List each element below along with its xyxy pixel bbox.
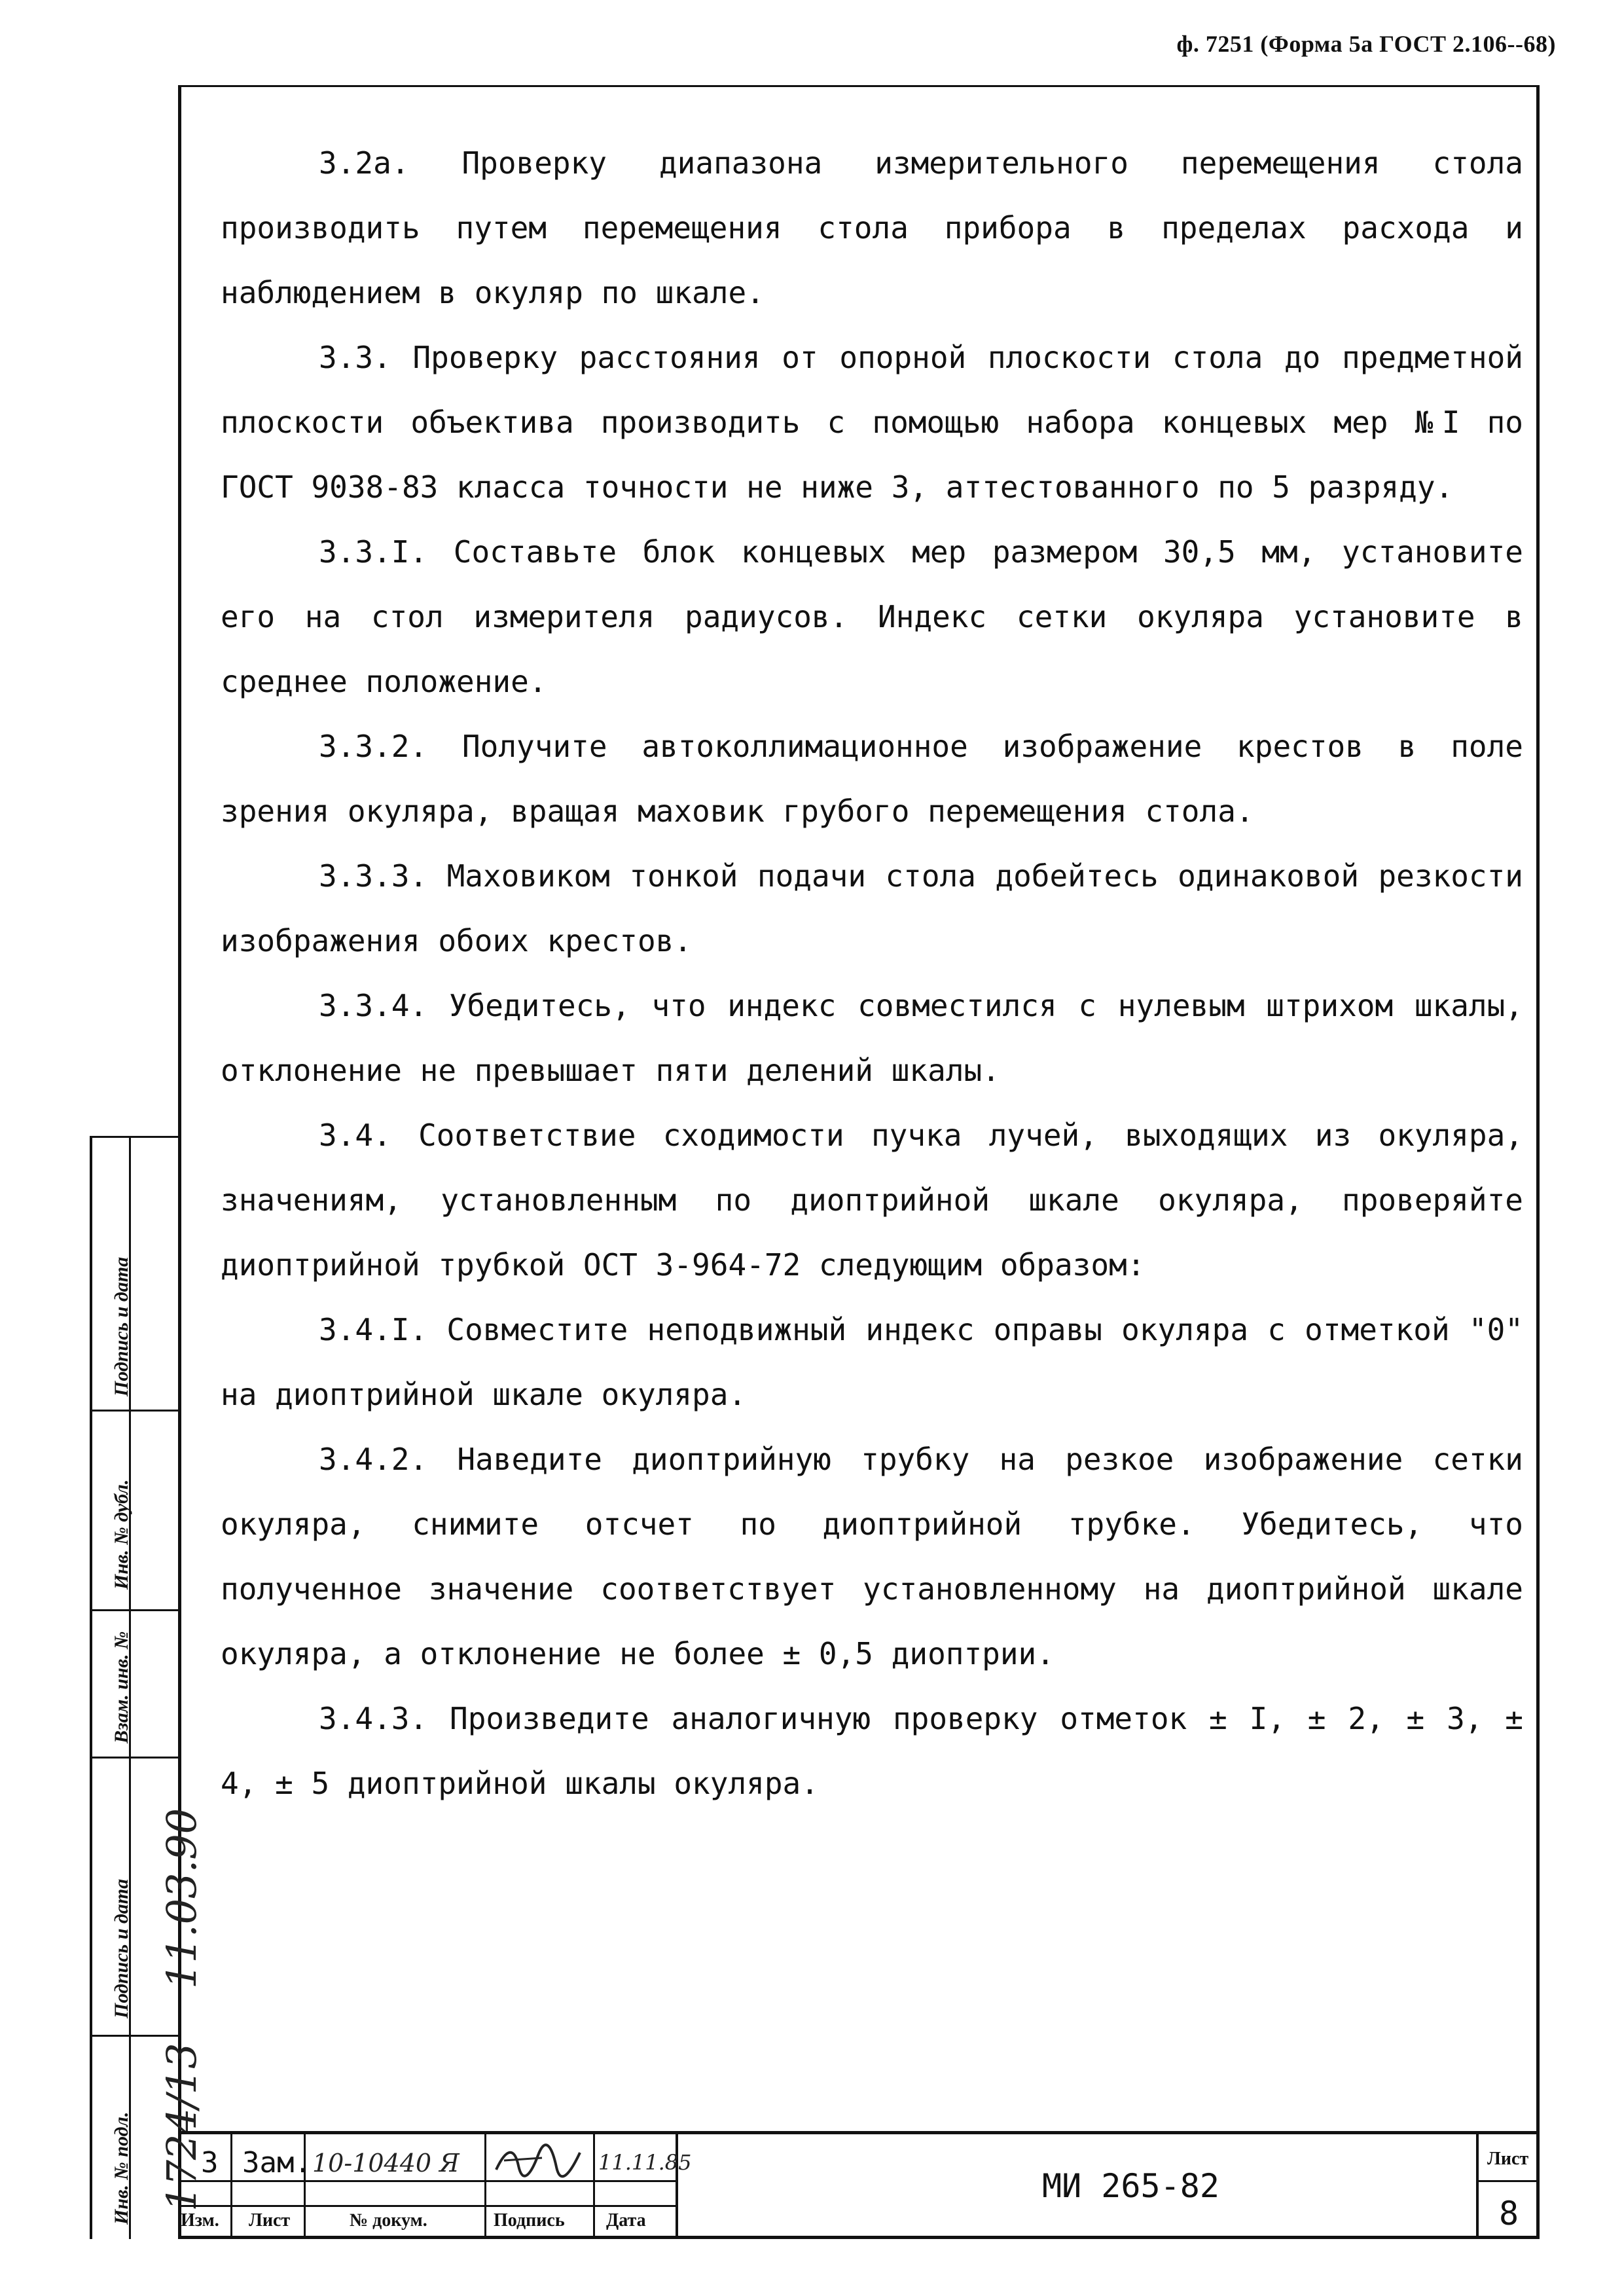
title-block-col-line	[593, 2134, 595, 2239]
paragraph-3-2a: 3.2а. Проверку диапазона измерительного перемещения стола производить путем перемещения стола прибора в пределах расхода и наблюдением в окуляр по шкале.	[221, 145, 1523, 310]
document-body	[221, 131, 1523, 1816]
form-caption: ф. 7251 (Форма 5а ГОСТ 2.106--68)	[1176, 31, 1556, 57]
sheet-label: Лист	[1487, 2149, 1529, 2169]
title-block-row-line	[1476, 2180, 1536, 2182]
side-strip-divider	[92, 1609, 181, 1611]
title-block-row-line	[178, 2180, 676, 2182]
data-value: 11.11.85	[598, 2150, 692, 2175]
sheet-number: 8	[1499, 2195, 1519, 2232]
title-block-col-line	[484, 2134, 486, 2239]
paragraph-3-4: 3.4. Соответствие сходимости пучка лучей, выходящих из окуляра, значениям, установленным по диоптрийной шкале окуляра, проверяйте диоптрийной трубкой ОСТ 3-964-72 следующим образом:	[221, 1118, 1523, 1283]
side-strip-divider	[92, 1757, 181, 1758]
paragraph-3-3-1: 3.3.I. Составьте блок концевых мер размером 30,5 мм, установите его на стол измерителя радиусов. Индекс сетки окуляра установите в среднее положение.	[221, 534, 1523, 699]
dokum-value: 10-10440 Я	[312, 2149, 460, 2178]
title-block-col-line	[230, 2134, 232, 2239]
handwritten-signature-icon	[492, 2143, 584, 2180]
document-designation: МИ 265-82	[1042, 2167, 1219, 2205]
signature-icon	[492, 2143, 584, 2188]
paragraph-3-4-1: 3.4.I. Совместите неподвижный индекс оправы окуляра с отметкой "0" на диоптрийной шкале окуляра.	[221, 1312, 1523, 1412]
izm-value: 3	[201, 2146, 219, 2179]
paragraph-3-3: 3.3. Проверку расстояния от опорной плоскости стола до предметной плоскости объектива производить с помощью набора концевых мер №I по ГОСТ 9038-83 класса точности не ниже 3, аттестованного по 5 разряду.	[221, 340, 1523, 505]
header-podpis: Подпись	[494, 2210, 565, 2231]
title-block-col-line	[1476, 2134, 1479, 2239]
title-block	[178, 2131, 1540, 2239]
header-list: Лист	[249, 2210, 291, 2231]
side-strip: Подпись и дата Инв. № дубл. Взам. инв. № Подпись и дата Инв. № подл. 11.03.90 1724/13	[90, 1136, 178, 2239]
paragraph-3-4-2: 3.4.2. Наведите диоптрийную трубку на резкое изображение сетки окуляра, снимите отсчет по диоптрийной трубке. Убедитесь, что полученное значение соответствует установленному на диоптрийной шкале окуляра, а отклонение не более ± 0,5 диоптрии.	[221, 1442, 1523, 1671]
title-block-row-line	[178, 2205, 676, 2207]
paragraph-3-3-3: 3.3.3. Маховиком тонкой подачи стола добейтесь одинаковой резкости изображения обоих крестов.	[221, 858, 1523, 958]
paragraph-3-4-3: 3.4.3. Произведите аналогичную проверку отметок ± I, ± 2, ± 3, ± 4, ± 5 диоптрийной шкалы окуляра.	[221, 1701, 1523, 1801]
list-value: Зам.	[242, 2146, 312, 2179]
header-izm: Изм.	[181, 2210, 219, 2231]
header-dokum: № докум.	[350, 2210, 427, 2231]
header-data: Дата	[606, 2210, 646, 2231]
side-strip-divider	[92, 1410, 181, 1412]
paragraph-3-3-4: 3.3.4. Убедитесь, что индекс совместился с нулевым штрихом шкалы, отклонение не превышает пяти делений шкалы.	[221, 988, 1523, 1088]
paragraph-3-3-2: 3.3.2. Получите автоколлимационное изображение крестов в поле зрения окуляра, вращая маховик грубого перемещения стола.	[221, 729, 1523, 829]
side-strip-divider	[92, 2035, 181, 2037]
